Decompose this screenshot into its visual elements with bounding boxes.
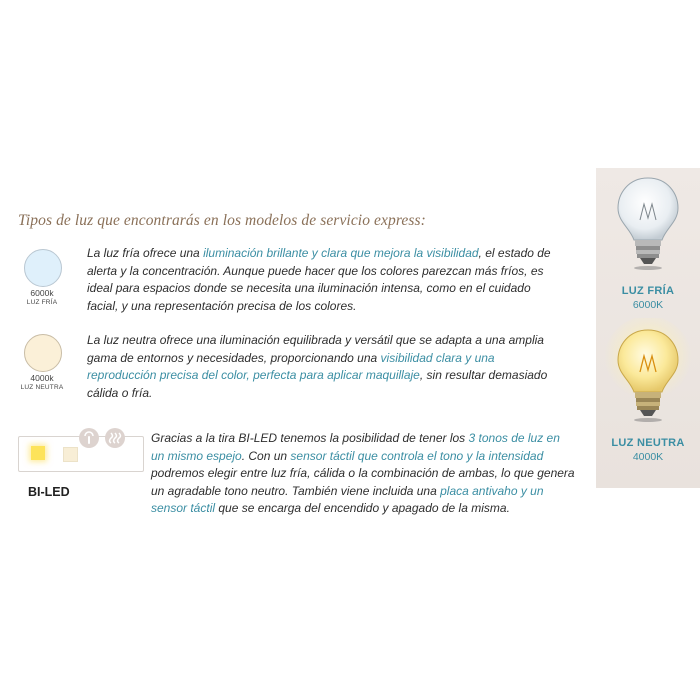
cold-name-label: LUZ FRÍA <box>26 299 58 306</box>
neutral-bulb-name: LUZ NEUTRA <box>611 437 685 449</box>
cold-light-description: La luz fría ofrece una iluminación brillante y clara que mejora la visibilidad, el estado de alerta y la concentración. Aunque puede hacer que los colores parezcan más fríos, es ideal para espacios donde se necesita una iluminación intensa, como en el cuidado facial, y una representación precisa de los colores. <box>87 246 551 313</box>
cold-light-swatch <box>24 249 62 287</box>
cold-bulb-kelvin: 6000K <box>632 299 664 311</box>
steam-antifog-icon <box>104 427 126 449</box>
biled-label: BI-LED <box>28 485 70 499</box>
neutral-name-label: LUZ NEUTRA <box>20 384 64 391</box>
biled-description: Gracias a la tira BI-LED tenemos la posibilidad de tener los 3 tonos de luz en un mismo espejo. Con un sensor táctil que controla el tono y la intensidad podremos elegir entre luz fría, cálida o la combinación de ambas, lo que genera un agradable tono neutro. También viene incluida una placa antivaho y un sensor táctil que se encarga del encendido y apagado de la misma. <box>151 431 575 515</box>
neutral-highlight: visibilidad clara y una reproducción precisa del color, perfecta para aplicar maquillaje <box>87 350 495 382</box>
neutral-kelvin-label: 4000k <box>30 373 54 383</box>
neutral-light-description: La luz neutra ofrece una iluminación equilibrada y versátil que se adapta a una amplia gama de entornos y necesidades, proporcionando una visibilidad clara y una reproducción precisa del color, perfecta para aplicar maquillaje, sin resultar demasiado cálida o fría. <box>87 333 548 400</box>
neutral-light-swatch <box>24 334 62 372</box>
warm-led-square <box>31 446 45 460</box>
cold-highlight: iluminación brillante y clara que mejora la visibilidad <box>203 246 479 260</box>
cold-bulb-name: LUZ FRÍA <box>621 285 675 297</box>
section-heading: Tipos de luz que encontrarás en los modelos de servicio express: <box>18 212 426 229</box>
neutral-bulb-icon <box>596 318 700 430</box>
cold-bulb-icon <box>596 168 700 278</box>
cold-kelvin-label: 6000k <box>30 288 54 298</box>
touch-sensor-icon <box>78 427 100 449</box>
neutral-bulb-kelvin: 4000K <box>632 451 664 463</box>
cool-led-square <box>63 447 78 462</box>
